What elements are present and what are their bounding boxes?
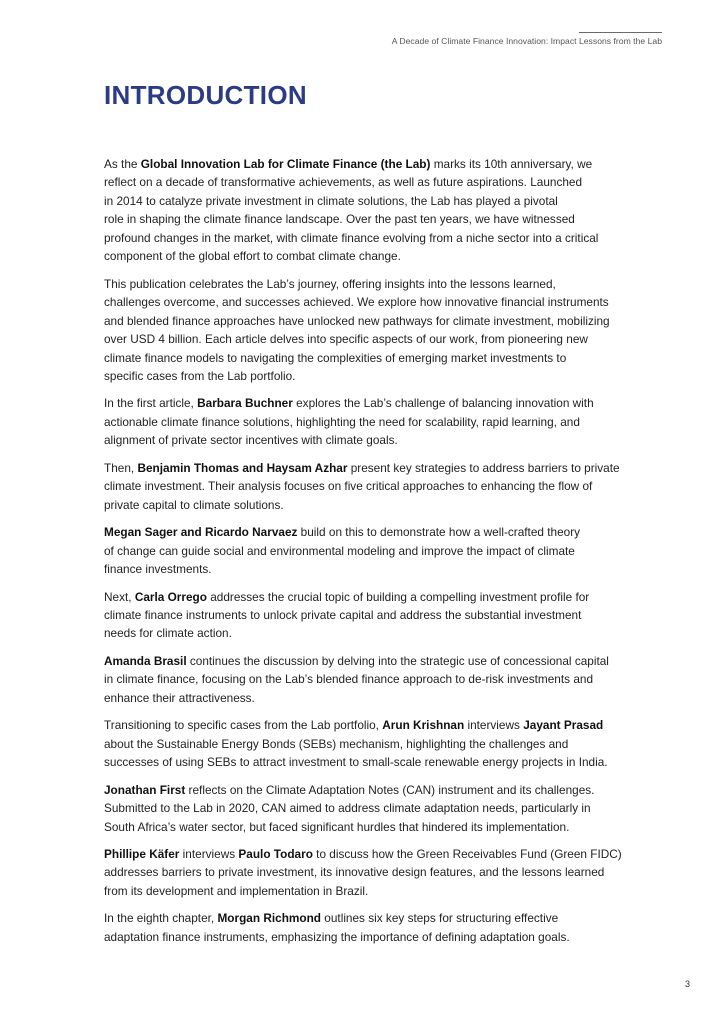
highlighted-name: Morgan Richmond	[217, 911, 322, 926]
highlighted-name: Arun Krishnan	[382, 718, 465, 733]
header-rule	[579, 32, 662, 33]
highlighted-name: Amanda Brasil	[104, 653, 187, 668]
highlighted-name: Carla Orrego	[134, 589, 207, 604]
highlighted-name: Megan Sager and Ricardo Narvaez	[104, 525, 298, 540]
paragraph: Then, Benjamin Thomas and Haysam Azhar present key strategies to address barriers to private climate investment. Their analysis focuses on five critical approaches to enhancing the flow of private capital to climate solutions.	[104, 460, 620, 512]
highlighted-name: Global Innovation Lab for Climate Finance (the Lab)	[140, 157, 431, 171]
paragraph: In the first article, Barbara Buchner explores the Lab’s challenge of balancing innovation with actionable climate finance solutions, highlighting the need for scalability, rapid learning, and alignment of private sector incentives with climate goals.	[104, 396, 594, 448]
body-text	[104, 155, 644, 955]
paragraph: This publication celebrates the Lab’s journey, offering insights into the lessons learned, challenges overcome, and successes achieved. We explore how innovative financial instruments and blended finance approaches have unlocked new pathways for climate investment, mobilizing over USD 4 billion. Each article delves into specific aspects of our work, from pioneering new climate finance models to navigating the complexities of emerging market investments to specific cases from the Lab portfolio.	[104, 276, 610, 383]
highlighted-name: Phillipe Käfer	[104, 846, 180, 861]
paragraph: Jonathan First reflects on the Climate Adaptation Notes (CAN) instrument and its challenges. Submitted to the Lab in 2020, CAN aimed to address climate adaptation needs, particularly in South Africa’s water sector, but faced significant hurdles that hindered its implementation.	[104, 782, 595, 834]
highlighted-name: Paulo Todaro	[238, 846, 313, 861]
highlighted-name: Benjamin Thomas and Haysam Azhar	[137, 460, 348, 475]
page-title: INTRODUCTION	[104, 80, 307, 110]
paragraph: In the eighth chapter, Morgan Richmond outlines six key steps for structuring effective adaptation finance instruments, emphasizing the importance of defining adaptation goals.	[104, 911, 570, 944]
highlighted-name: Jayant Prasad	[523, 718, 604, 733]
paragraph: Next, Carla Orrego addresses the crucial topic of building a compelling investment profile for climate finance instruments to unlock private capital and address the substantial investment needs for climate action.	[104, 589, 590, 641]
highlighted-name: Jonathan First	[104, 782, 186, 797]
paragraph: As the Global Innovation Lab for Climate Finance (the Lab) marks its 10th anniversary, we reflect on a decade of transformative achievements, as well as future aspirations. Launched in 2014 to catalyze private investment in climate solutions, the Lab has played a pivotal role in shaping the climate finance landscape. Over the past ten years, we have witnessed profound changes in the market, with climate finance evolving from a niche sector into a critical component of the global effort to combat climate change.	[104, 157, 599, 264]
page-number: 3	[684, 979, 690, 989]
highlighted-name: Barbara Buchner	[197, 396, 293, 411]
paragraph: Amanda Brasil continues the discussion by delving into the strategic use of concessional capital in climate finance, focusing on the Lab’s blended finance approach to de-risk investments and enhance their attractiveness.	[104, 653, 609, 705]
paragraph: Phillipe Käfer interviews Paulo Todaro to discuss how the Green Receivables Fund (Green FIDC) addresses barriers to private investment, its innovative design features, and the lessons learned from its development and implementation in Brazil.	[104, 846, 622, 898]
paragraph: Transitioning to specific cases from the Lab portfolio, Arun Krishnan interviews Jayant Prasad about the Sustainable Energy Bonds (SEBs) mechanism, highlighting the challenges and successes of using SEBs to attract investment to small-scale renewable energy projects in India.	[104, 718, 608, 770]
paragraph: Megan Sager and Ricardo Narvaez build on this to demonstrate how a well-crafted theory of change can guide social and environmental modeling and improve the impact of climate finance investments.	[104, 525, 581, 577]
running-header: A Decade of Climate Finance Innovation: Impact Lessons from the Lab	[391, 36, 662, 46]
